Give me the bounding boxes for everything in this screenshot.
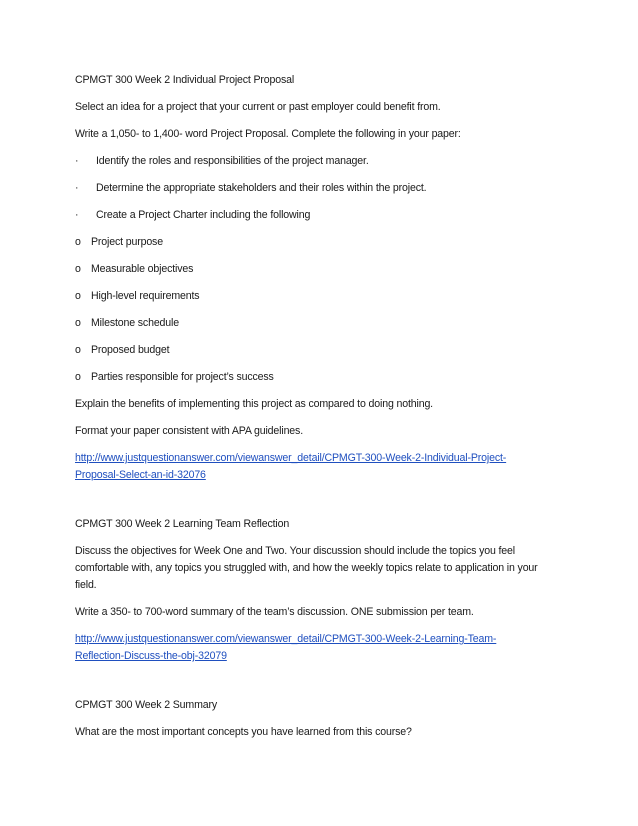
sub-item — [75, 288, 570, 305]
section1-link[interactable] — [75, 450, 570, 484]
sub-item — [75, 234, 570, 251]
sub-item-text: Milestone schedule — [91, 317, 179, 329]
sub-item — [75, 342, 570, 359]
section2-title: CPMGT 300 Week 2 Learning Team Reflection — [75, 518, 290, 530]
bullet-item — [75, 153, 570, 170]
document-page — [75, 72, 570, 741]
section2-body-line1: Discuss the objectives for Week One and Two. Your discussion should include the topics you feel — [75, 545, 515, 557]
sub-item-text: Proposed budget — [91, 344, 170, 356]
section1-link-line1[interactable]: http://www.justquestionanswer.com/viewanswer_detail/CPMGT-300-Week-2-Individual-Project- — [75, 452, 507, 464]
sub-item — [75, 369, 570, 386]
bullet-mark: · — [75, 182, 79, 194]
sub-item-mark: o — [75, 290, 81, 302]
sub-item-mark: o — [75, 317, 81, 329]
bullet-item — [75, 180, 570, 197]
section1-format: Format your paper consistent with APA guidelines. — [75, 425, 303, 437]
section1-title: CPMGT 300 Week 2 Individual Project Proposal — [75, 74, 295, 86]
section3-title: CPMGT 300 Week 2 Summary — [75, 699, 218, 711]
sub-item-text: Measurable objectives — [91, 263, 194, 275]
bullet-text: Determine the appropriate stakeholders and their roles within the project. — [96, 182, 427, 194]
section2-body-line3: field. — [75, 579, 97, 591]
bullet-item — [75, 207, 570, 224]
section2-link-line2[interactable]: Reflection-Discuss-the-obj-32079 — [75, 650, 227, 662]
section3-question: What are the most important concepts you have learned from this course? — [75, 726, 412, 738]
bullet-mark: · — [75, 209, 79, 221]
section2-link[interactable] — [75, 631, 570, 665]
sub-item — [75, 261, 570, 278]
section1-explain: Explain the benefits of implementing this project as compared to doing nothing. — [75, 398, 433, 410]
bullet-text: Create a Project Charter including the following — [96, 209, 311, 221]
section1-intro: Select an idea for a project that your current or past employer could benefit from. — [75, 101, 441, 113]
sub-item-text: High-level requirements — [91, 290, 200, 302]
sub-item-text: Parties responsible for project’s success — [91, 371, 274, 383]
sub-item-mark: o — [75, 263, 81, 275]
sub-item-text: Project purpose — [91, 236, 163, 248]
sub-item-mark: o — [75, 236, 81, 248]
bullet-text: Identify the roles and responsibilities of the project manager. — [96, 155, 369, 167]
section1-link-line2[interactable]: Proposal-Select-an-id-32076 — [75, 469, 206, 481]
bullet-mark: · — [75, 155, 79, 167]
sub-item-mark: o — [75, 344, 81, 356]
section1-instruction: Write a 1,050- to 1,400- word Project Proposal. Complete the following in your paper: — [75, 128, 461, 140]
sub-item-mark: o — [75, 371, 81, 383]
section2-link-line1[interactable]: http://www.justquestionanswer.com/viewanswer_detail/CPMGT-300-Week-2-Learning-Team- — [75, 633, 497, 645]
section2-instruction: Write a 350- to 700-word summary of the team’s discussion. ONE submission per team. — [75, 606, 474, 618]
section2-body-line2: comfortable with, any topics you struggled with, and how the weekly topics relate to application in your — [75, 562, 538, 574]
sub-item — [75, 315, 570, 332]
